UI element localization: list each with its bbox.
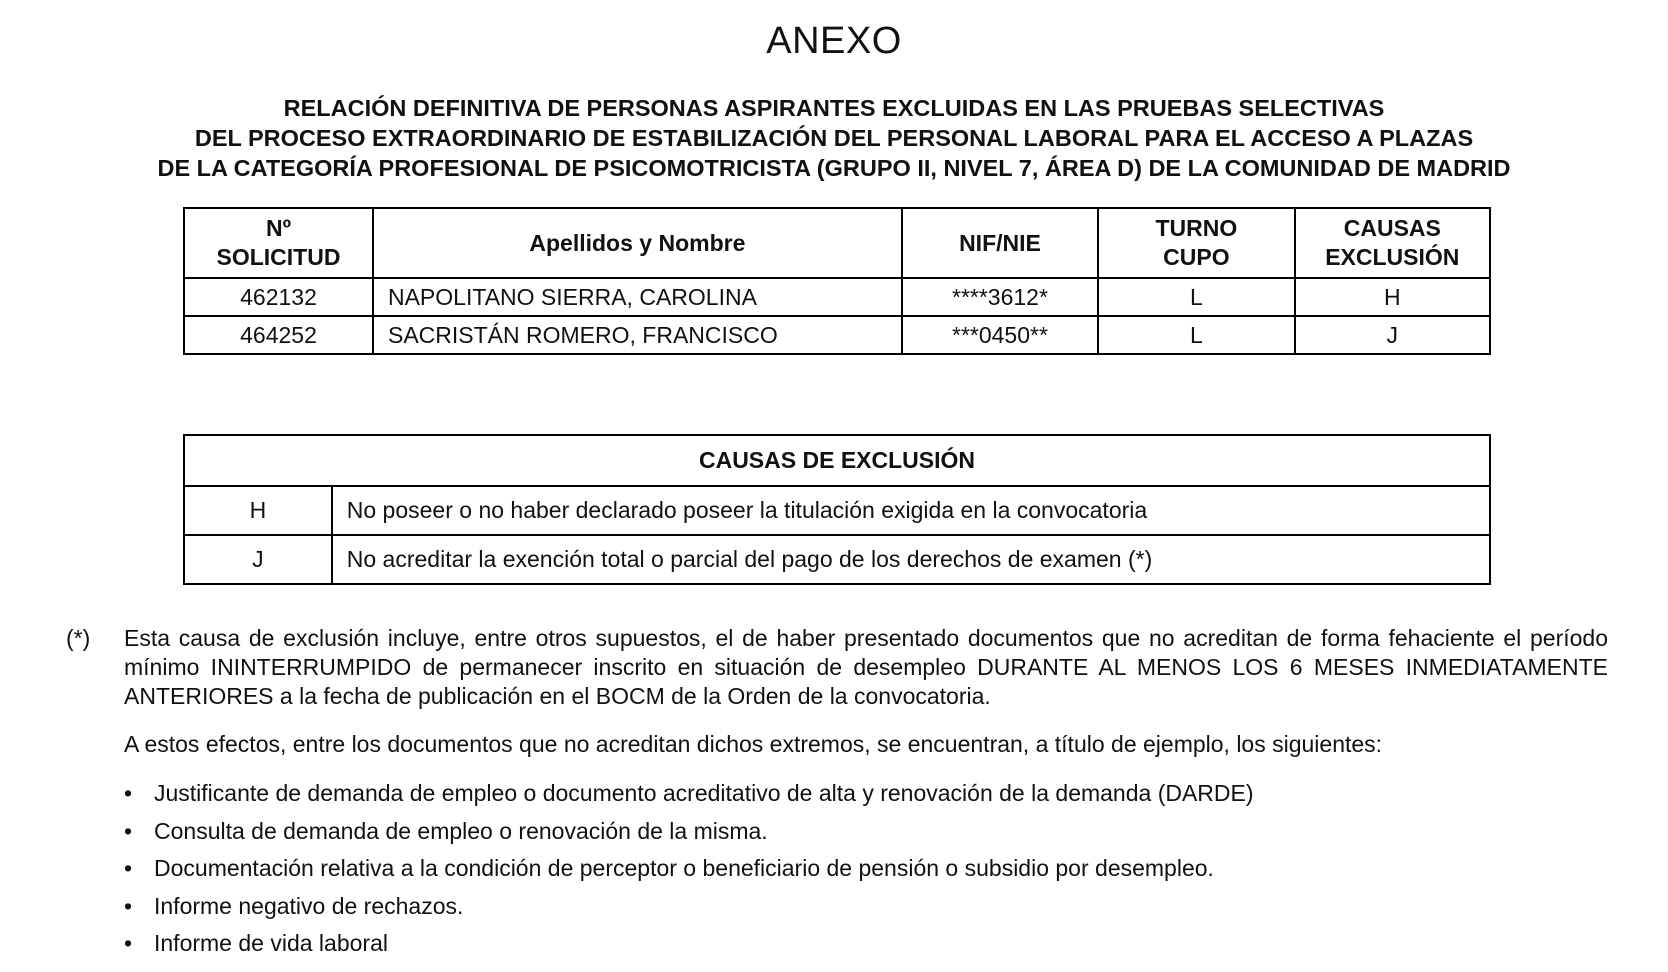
list-item-text: Justificante de demanda de empleo o documento acreditativo de alta y renovación de la demanda (DARDE) bbox=[154, 780, 1254, 806]
list-item bbox=[124, 930, 1254, 968]
footnote-mark: (*) bbox=[66, 625, 91, 651]
bullet-icon: • bbox=[124, 855, 133, 881]
cause-code: J bbox=[184, 535, 332, 584]
cell-causa: J bbox=[1295, 316, 1490, 354]
bullet-icon: • bbox=[124, 930, 133, 956]
header-text: Nº bbox=[265, 215, 291, 241]
cell-solicitud: 464252 bbox=[184, 316, 373, 354]
table-row bbox=[184, 316, 1490, 354]
cell-solicitud: 462132 bbox=[184, 278, 373, 316]
cell-nombre: NAPOLITANO SIERRA, CAROLINA bbox=[373, 278, 902, 316]
list-item bbox=[124, 780, 1254, 818]
header-nombre: Apellidos y Nombre bbox=[373, 208, 902, 278]
cell-turno: L bbox=[1098, 278, 1294, 316]
header-text: EXCLUSIÓN bbox=[1325, 244, 1460, 270]
list-item-text: Documentación relativa a la condición de perceptor o beneficiario de pensión o subsidio por desempleo. bbox=[154, 855, 1214, 881]
table-row bbox=[184, 278, 1490, 316]
table-header-row bbox=[184, 435, 1490, 486]
list-item bbox=[124, 855, 1254, 893]
subtitle-line: DE LA CATEGORÍA PROFESIONAL DE PSICOMOTRICISTA (GRUPO II, NIVEL 7, ÁREA D) DE LA COMUNIDAD DE MADRID bbox=[157, 155, 1511, 181]
header-text: CAUSAS bbox=[1343, 215, 1441, 241]
causes-header: CAUSAS DE EXCLUSIÓN bbox=[184, 435, 1490, 486]
header-nif: NIF/NIE bbox=[902, 208, 1098, 278]
header-text: CUPO bbox=[1163, 244, 1230, 270]
examples-paragraph: A estos efectos, entre los documentos que no acreditan dichos extremos, se encuentran, a título de ejemplo, los siguientes: bbox=[124, 731, 1383, 757]
cell-causa: H bbox=[1295, 278, 1490, 316]
exclusion-causes-table bbox=[183, 434, 1491, 585]
header-causas bbox=[1295, 208, 1490, 278]
list-item bbox=[124, 893, 1254, 931]
bullet-icon: • bbox=[124, 817, 133, 844]
excluded-applicants-table bbox=[183, 207, 1491, 355]
header-turno bbox=[1098, 208, 1294, 278]
cell-nif: ****3612* bbox=[902, 278, 1098, 316]
list-item-text: Informe negativo de rechazos. bbox=[154, 892, 464, 919]
bullet-icon: • bbox=[124, 780, 133, 806]
table-row bbox=[184, 535, 1490, 584]
document-subtitle bbox=[0, 93, 1668, 183]
subtitle-line: DEL PROCESO EXTRAORDINARIO DE ESTABILIZACIÓN DEL PERSONAL LABORAL PARA EL ACCESO A PLAZAS bbox=[194, 125, 1474, 151]
header-text: TURNO bbox=[1155, 215, 1238, 241]
cause-text: No acreditar la exención total o parcial del pago de los derechos de examen (*) bbox=[332, 535, 1490, 584]
cell-nif: ***0450** bbox=[902, 316, 1098, 354]
list-item-text: Consulta de demanda de empleo o renovación de la misma. bbox=[154, 817, 768, 844]
list-item-text: Informe de vida laboral bbox=[154, 930, 388, 956]
table-header-row bbox=[184, 208, 1490, 278]
cell-turno: L bbox=[1098, 316, 1294, 354]
document-title: ANEXO bbox=[766, 20, 902, 62]
header-text: SOLICITUD bbox=[216, 244, 341, 270]
bullet-icon: • bbox=[124, 892, 133, 919]
examples-list bbox=[124, 780, 1254, 968]
cause-text: No poseer o no haber declarado poseer la titulación exigida en la convocatoria bbox=[332, 486, 1490, 535]
footnote bbox=[66, 624, 1608, 711]
cell-nombre: SACRISTÁN ROMERO, FRANCISCO bbox=[373, 316, 902, 354]
header-solicitud bbox=[184, 208, 373, 278]
table-row bbox=[184, 486, 1490, 535]
footnote-text: Esta causa de exclusión incluye, entre otros supuestos, el de haber presentado documentos que no acreditan de forma fehaciente el período mínimo ININTERRUMPIDO de permanecer inscrito en situación de desempleo DURANTE AL MENOS LOS 6 MESES INMEDIATAMENTE ANTERIORES a la fecha de publicación en el BOCM de la Orden de la convocatoria. bbox=[124, 625, 1608, 709]
cause-code: H bbox=[184, 486, 332, 535]
list-item bbox=[124, 818, 1254, 856]
subtitle-line: RELACIÓN DEFINITIVA DE PERSONAS ASPIRANTES EXCLUIDAS EN LAS PRUEBAS SELECTIVAS bbox=[283, 95, 1385, 121]
